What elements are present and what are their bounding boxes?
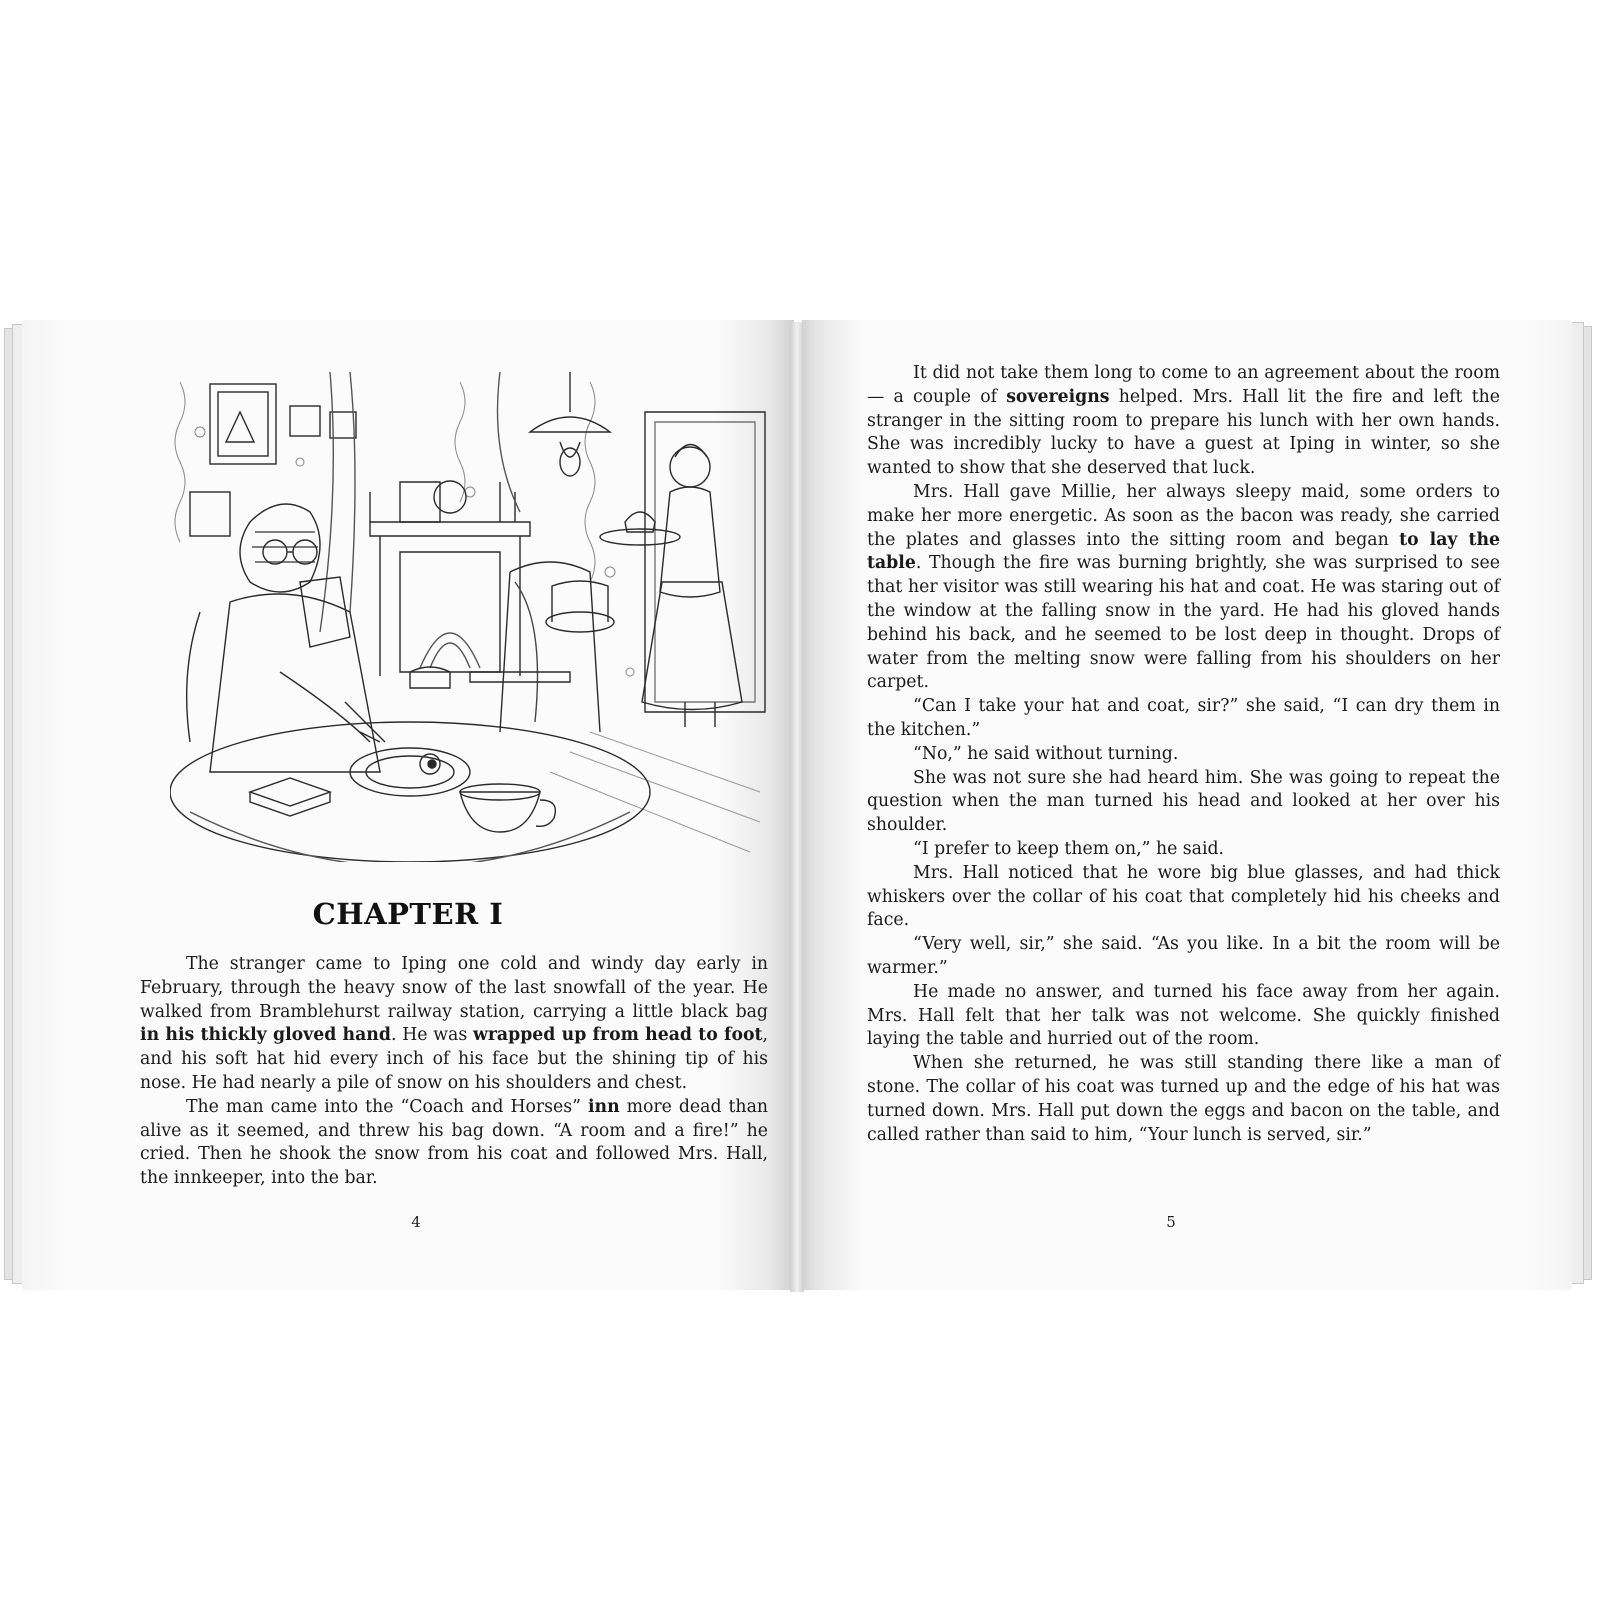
text-run: It did not take them long to come to an agreement about the room — a couple of	[867, 363, 1500, 407]
paragraph	[867, 362, 1500, 481]
text-run: The stranger came to Iping one cold and windy day early in February, through the heavy snow of the last snowfall of the year. He walked from Bramblehurst railway station, carrying a little black bag	[140, 954, 768, 1022]
text-run: . Though the fire was burning brightly, she was surprised to see that her visitor was still wearing his hat and coat. He was staring out of the window at the falling snow in the yard. He had his gloved hands behind his back, and he seemed to be lost deep in thought. Drops of water from the melting snow were falling from his shoulders on her carpet.	[867, 553, 1500, 693]
chapter-illustration	[170, 372, 770, 862]
paragraph	[867, 481, 1500, 695]
right-page	[802, 320, 1572, 1290]
bold-phrase: wrapped up from head to foot	[472, 1025, 763, 1046]
text-run: Mrs. Hall gave Millie, her always sleepy maid, some orders to make her more energetic. As soon as the bacon was ready, she carried the plates and glasses into the sitting room and began	[867, 481, 1500, 550]
paragraph	[867, 767, 1500, 838]
text-run: When she returned, he was still standing there like a man of stone. The collar of his coat was turned up and the edge of his hat was turned down. Mrs. Hall put down the eggs and bacon on the table, and called rather than said to him, “Your lunch is served, sir.”	[867, 1053, 1500, 1145]
right-page-body	[867, 362, 1500, 1147]
text-run: She was not sure she had heard him. She was going to repeat the question when the man turned his head and looked at her over his shoulder.	[867, 767, 1500, 836]
left-page	[22, 320, 794, 1290]
paragraph	[867, 1052, 1500, 1147]
paragraph	[867, 743, 1500, 767]
paragraph	[140, 1096, 768, 1191]
paragraph	[867, 862, 1500, 933]
text-run: “Very well, sir,” she said. “As you like. In a bit the room will be warmer.”	[867, 934, 1500, 978]
text-run: . He was	[390, 1025, 473, 1046]
paragraph	[867, 981, 1500, 1052]
bold-phrase: in his thickly gloved hand	[140, 1025, 391, 1046]
text-run: Mrs. Hall noticed that he wore big blue glasses, and had thick whiskers over the collar of his coat that completely hid his cheeks and face.	[867, 862, 1500, 931]
text-run: , and his soft hat hid every inch of his face but the shining tip of his nose. He had nearly a pile of snow on his shoulders and chest.	[140, 1025, 769, 1093]
bold-phrase: inn	[587, 1096, 620, 1117]
page-number-right: 5	[1166, 1213, 1176, 1231]
text-run: “Can I take your hat and coat, sir?” she said, “I can dry them in the kitchen.”	[867, 696, 1500, 740]
bold-phrase: sovereigns	[1006, 386, 1110, 407]
text-run: He made no answer, and turned his face away from her again. Mrs. Hall felt that her talk was not welcome. She quickly finished laying the table and hurried out of the room.	[867, 981, 1500, 1050]
text-run: The man came into the “Coach and Horses”	[186, 1096, 588, 1117]
paragraph	[140, 953, 768, 1096]
paragraph	[867, 933, 1500, 981]
text-run: “No,” he said without turning.	[913, 743, 1179, 764]
left-page-body	[140, 953, 768, 1191]
paragraph	[867, 695, 1500, 743]
text-run: helped. Mrs. Hall lit the fire and left the stranger in the sitting room to prepare his lunch with her own hands. She was incredibly lucky to have a guest at Iping in winter, so she wanted to show that she deserved that luck.	[867, 386, 1500, 479]
bold-phrase: to lay the table	[867, 529, 1501, 574]
text-run: more dead than alive as it seemed, and threw his bag down. “A room and a fire!” he cried. Then he shook the snow from his coat and followed Mrs. Hall, the innkeeper, into the bar.	[140, 1096, 768, 1189]
chapter-title: CHAPTER I	[312, 897, 504, 931]
text-run: “I prefer to keep them on,” he said.	[913, 838, 1225, 859]
paragraph	[867, 838, 1500, 862]
page-number-left: 4	[411, 1213, 421, 1231]
